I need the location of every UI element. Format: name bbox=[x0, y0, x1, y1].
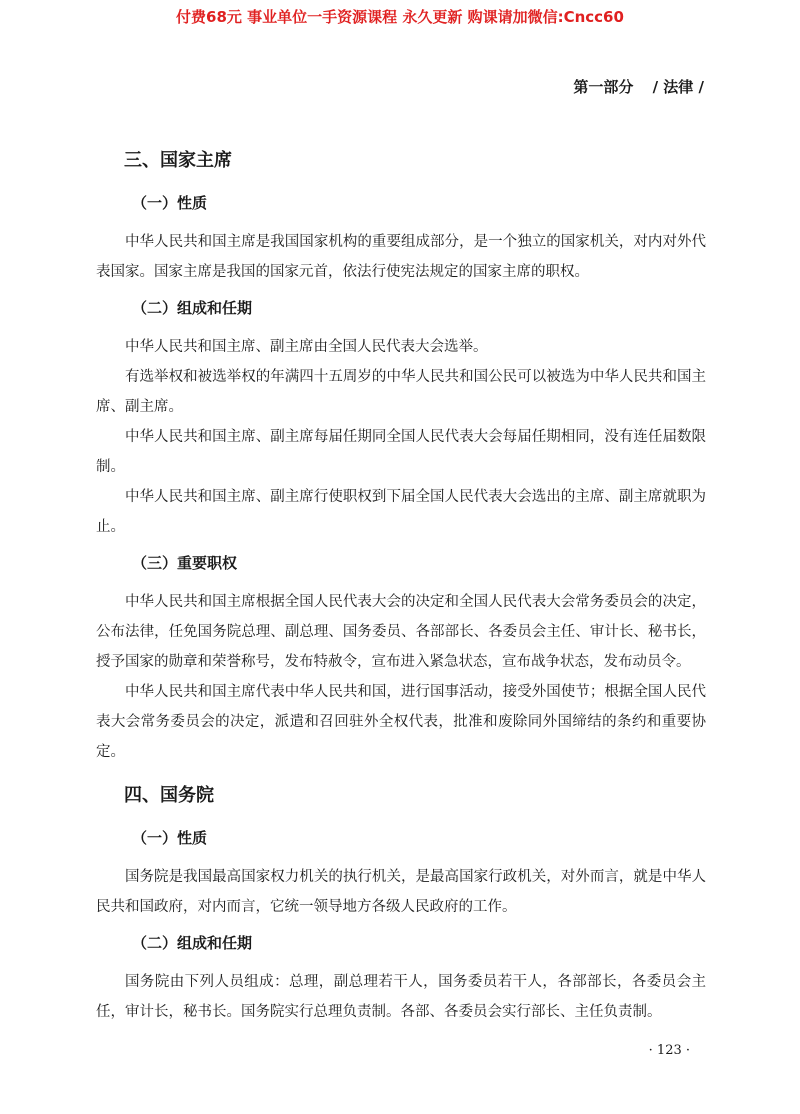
paragraph: 中华人民共和国主席、副主席每届任期同全国人民代表大会每届任期相同，没有连任届数限制。 bbox=[96, 429, 706, 475]
running-head-part: 第一部分 bbox=[573, 78, 634, 96]
paragraph: 中华人民共和国主席、副主席由全国人民代表大会选举。 bbox=[125, 339, 488, 355]
paragraph: 中华人民共和国主席代表中华人民共和国，进行国事活动，接受外国使节；根据全国人民代表大会常务委员会的决定，派遣和召回驻外全权代表，批准和废除同外国缔结的条约和重要协定。 bbox=[96, 684, 706, 760]
running-head-section: / 法律 / bbox=[652, 78, 704, 96]
section-title-state-council: 四、国务院 bbox=[124, 785, 214, 806]
section-title-president: 三、国家主席 bbox=[124, 150, 232, 171]
watermark-banner: 付费68元 事业单位一手资源课程 永久更新 购课请加微信:Cncc60 bbox=[176, 8, 624, 26]
paragraph: 有选举权和被选举权的年满四十五周岁的中华人民共和国公民可以被选为中华人民共和国主席、副主席。 bbox=[96, 369, 706, 415]
paragraph: 国务院由下列人员组成：总理，副总理若干人，国务委员若干人，各部部长，各委员会主任，审计长，秘书长。国务院实行总理负责制。各部、各委员会实行部长、主任负责制。 bbox=[96, 974, 706, 1020]
paragraph: 中华人民共和国主席是我国国家机构的重要组成部分，是一个独立的国家机关，对内对外代表国家。国家主席是我国的国家元首，依法行使宪法规定的国家主席的职权。 bbox=[96, 234, 706, 280]
page-number: · 123 · bbox=[648, 1043, 690, 1058]
running-head bbox=[559, 76, 704, 97]
page-content bbox=[96, 146, 706, 1027]
paragraph: 中华人民共和国主席、副主席行使职权到下届全国人民代表大会选出的主席、副主席就职为止。 bbox=[96, 489, 706, 535]
subsection-title-powers: （三）重要职权 bbox=[132, 554, 238, 572]
subsection-title-nature: （一）性质 bbox=[132, 829, 208, 847]
subsection-title-composition: （二）组成和任期 bbox=[132, 299, 253, 317]
paragraph: 中华人民共和国主席根据全国人民代表大会的决定和全国人民代表大会常务委员会的决定，公布法律，任免国务院总理、副总理、国务委员、各部部长、各委员会主任、审计长、秘书长，授予国家的勋章和荣誉称号，发布特赦令，宣布进入紧急状态，宣布战争状态，发布动员令。 bbox=[96, 594, 706, 670]
subsection-title-composition: （二）组成和任期 bbox=[132, 934, 253, 952]
subsection-title-nature: （一）性质 bbox=[132, 194, 208, 212]
paragraph: 国务院是我国最高国家权力机关的执行机关，是最高国家行政机关，对外而言，就是中华人民共和国政府，对内而言，它统一领导地方各级人民政府的工作。 bbox=[96, 869, 706, 915]
